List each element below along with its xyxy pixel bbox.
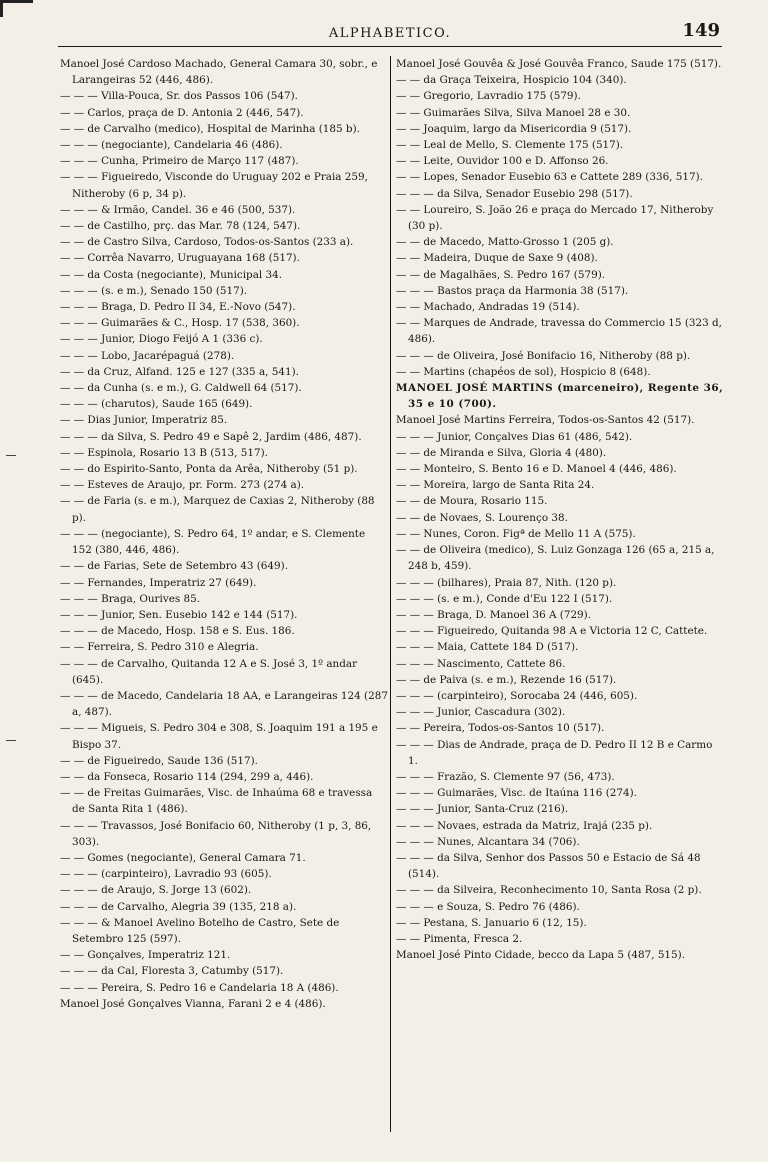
header-rule [58, 46, 722, 47]
directory-entry: Manoel José Gonçalves Vianna, Farani 2 e 4 (486). [60, 997, 326, 1010]
directory-entry: — — da Cruz, Alfand. 125 e 127 (335 a, 541). [60, 365, 299, 378]
directory-entry: — — Gonçalves, Imperatriz 121. [60, 949, 231, 962]
directory-entry: — — de Paiva (s. e m.), Rezende 16 (517). [396, 673, 617, 686]
directory-entry: — — — Junior, Cascadura (302). [396, 706, 566, 719]
directory-entry: — — — (negociante), Candelaria 46 (486). [60, 139, 283, 152]
directory-entry: — — — da Silveira, Reconhecimento 10, Santa Rosa (2 p). [396, 884, 702, 897]
directory-entry: — — Ferreira, S. Pedro 310 e Alegria. [60, 641, 259, 654]
directory-entry: — — — Frazão, S. Clemente 97 (56, 473). [396, 770, 615, 783]
directory-entry: — — — Junior, Santa-Cruz (216). [396, 803, 569, 816]
directory-entry: — — — (bilhares), Praia 87, Nith. (120 p). [396, 576, 617, 589]
directory-entry: — — do Espirito-Santo, Ponta da Arêa, Nitheroby (51 p). [60, 463, 358, 476]
directory-entry: — — Dias Junior, Imperatriz 85. [60, 414, 228, 427]
page-corner-mark [0, 0, 33, 17]
directory-entry: — — — Braga, D. Pedro II 34, E.-Novo (547). [60, 301, 296, 314]
directory-entry: — — de Oliveira (medico), S. Luiz Gonzaga 126 (65 a, 215 a, 248 b, 459). [396, 544, 715, 573]
directory-entry: — — da Graça Teixeira, Hospicio 104 (340). [396, 74, 627, 87]
directory-entry: — — — Nunes, Alcantara 34 (706). [396, 835, 580, 848]
directory-entry: — — de Moura, Rosario 115. [396, 495, 548, 508]
directory-entry: — — — Junior, Sen. Eusebio 142 e 144 (517). [60, 608, 298, 621]
directory-entry: — — — (carpinteiro), Lavradio 93 (605). [60, 868, 272, 881]
directory-entry: — — — Novaes, estrada da Matriz, Irajá (235 p). [396, 819, 653, 832]
right-column [396, 56, 724, 963]
directory-entry: — — — Braga, D. Manoel 36 A (729). [396, 608, 592, 621]
directory-entry: Manoel José Gouvêa & José Gouvêa Franco, Saude 175 (517). [396, 58, 722, 70]
directory-entry: — — — Travassos, José Bonifacio 60, Nitheroby (1 p, 3, 86, 303). [60, 819, 372, 848]
directory-entry: — — — Nascimento, Cattete 86. [396, 657, 566, 670]
directory-entry: — — — (s. e m.), Senado 150 (517). [60, 284, 248, 297]
directory-entry: — — — Pereira, S. Pedro 16 e Candelaria 18 A (486). [60, 981, 339, 994]
directory-entry: — — — de Oliveira, José Bonifacio 16, Nitheroby (88 p). [396, 349, 691, 362]
directory-entry: — — — Bastos praça da Harmonia 38 (517). [396, 284, 629, 297]
directory-entry: — — Lopes, Senador Eusebio 63 e Cattete 289 (336, 517). [396, 171, 703, 184]
directory-entry: — — — & Irmão, Candel. 36 e 46 (500, 537). [60, 203, 296, 216]
directory-entry: — — de Farias, Sete de Setembro 43 (649). [60, 560, 288, 573]
directory-entry: — — — de Araujo, S. Jorge 13 (602). [60, 884, 252, 897]
directory-entry: — — — da Cal, Floresta 3, Catumby (517). [60, 965, 284, 978]
directory-entry: — — Pestana, S. Januario 6 (12, 15). [396, 916, 587, 929]
directory-entry: — — — da Silva, Senador Eusebio 298 (517). [396, 187, 633, 200]
directory-entry: — — de Castro Silva, Cardoso, Todos-os-Santos (233 a). [60, 236, 354, 249]
directory-entry: — — — Braga, Ourives 85. [60, 592, 201, 605]
page-number: 149 [682, 20, 720, 41]
directory-entry: — — — de Carvalho, Quitanda 12 A e S. José 3, 1º andar (645). [60, 657, 358, 686]
directory-entry: — — — de Macedo, Hosp. 158 e S. Eus. 186. [60, 625, 295, 638]
directory-entry: — — Carlos, praça de D. Antonia 2 (446, 547). [60, 106, 304, 119]
directory-entry: — — da Costa (negociante), Municipal 34. [60, 268, 283, 281]
directory-entry: — — de Figueiredo, Saude 136 (517). [60, 754, 258, 767]
directory-entry: — — Pimenta, Fresca 2. [396, 932, 523, 945]
directory-entry: — — — da Silva, Senhor dos Passos 50 e Estacio de Sá 48 (514). [396, 851, 701, 881]
directory-entry: — — Monteiro, S. Bento 16 e D. Manoel 4 (446, 486). [396, 463, 677, 476]
directory-entry: — — Corrêa Navarro, Uruguayana 168 (517). [60, 252, 300, 265]
margin-mark [6, 455, 16, 456]
directory-entry: — — de Novaes, S. Lourenço 38. [396, 511, 568, 524]
directory-entry: — — de Miranda e Silva, Gloria 4 (480). [396, 446, 607, 459]
directory-entry: — — — Maia, Cattete 184 D (517). [396, 641, 579, 654]
directory-entry: — — Leite, Ouvidor 100 e D. Affonso 26. [396, 155, 609, 168]
directory-entry: — — de Magalhães, S. Pedro 167 (579). [396, 268, 606, 281]
directory-entry: — — da Cunha (s. e m.), G. Caldwell 64 (517). [60, 382, 302, 395]
directory-entry: Manoel José Pinto Cidade, becco da Lapa 5 (487, 515). [396, 949, 686, 962]
directory-entry: — — Pereira, Todos-os-Santos 10 (517). [396, 722, 605, 735]
directory-entry: — — Leal de Mello, S. Clemente 175 (517). [396, 139, 624, 152]
directory-entry: — — — & Manoel Avelino Botelho de Castro, Sete de Setembro 125 (597). [60, 916, 340, 945]
directory-entry: — — — Guimarães, Visc. de Itaúna 116 (274). [396, 787, 637, 800]
directory-entry: — — Joaquim, largo da Misericordia 9 (517). [396, 122, 632, 135]
directory-entry: — — Gomes (negociante), General Camara 71. [60, 851, 306, 864]
directory-entry: — — Martins (chapéos de sol), Hospicio 8 (648). [396, 365, 651, 378]
page-header [60, 20, 720, 44]
directory-entry: — — — de Carvalho, Alegria 39 (135, 218 a). [60, 900, 297, 913]
directory-entry: — — Marques de Andrade, travessa do Commercio 15 (323 d, 486). [396, 317, 722, 346]
directory-entry: — — — (carpinteiro), Sorocaba 24 (446, 605). [396, 689, 638, 702]
directory-entry: — — — Figueiredo, Quitanda 98 A e Victoria 12 C, Cattete. [396, 625, 708, 638]
directory-entry: — — Guimarães Silva, Silva Manoel 28 e 30. [396, 106, 631, 119]
directory-entry: — — de Macedo, Matto-Grosso 1 (205 g). [396, 236, 614, 249]
directory-entry: — — — Junior, Conçalves Dias 61 (486, 542). [396, 430, 633, 443]
directory-entry: — — Machado, Andradas 19 (514). [396, 301, 580, 314]
directory-entry: — — Madeira, Duque de Saxe 9 (408). [396, 252, 598, 265]
directory-entry: — — — Lobo, Jacarépaguá (278). [60, 349, 235, 362]
directory-entry: — — — Dias de Andrade, praça de D. Pedro II 12 B e Carmo 1. [396, 738, 713, 767]
directory-entry: — — Gregorio, Lavradio 175 (579). [396, 90, 581, 103]
running-title: ALPHABETICO. [328, 26, 452, 41]
directory-entry: — — — (charutos), Saude 165 (649). [60, 398, 253, 411]
directory-entry: MANOEL JOSÉ MARTINS (marceneiro), Regente 36, 35 e 10 (700). [396, 382, 724, 411]
directory-entry: — — de Castilho, prç. das Mar. 78 (124, 547). [60, 220, 301, 233]
directory-entry: — — Nunes, Coron. Figª de Mello 11 A (575). [396, 527, 636, 540]
directory-entry: — — da Fonseca, Rosario 114 (294, 299 a, 446). [60, 770, 314, 783]
directory-entry: — — Fernandes, Imperatriz 27 (649). [60, 576, 257, 589]
directory-entry: — — — Migueis, S. Pedro 304 e 308, S. Joaquim 191 a 195 e Bispo 37. [60, 722, 378, 751]
column-divider [390, 56, 391, 1132]
directory-entry: — — — Villa-Pouca, Sr. dos Passos 106 (547). [60, 90, 298, 103]
directory-entry: — — de Freitas Guimarães, Visc. de Inhaúma 68 e travessa de Santa Rita 1 (486). [60, 787, 373, 816]
margin-mark [6, 740, 16, 741]
directory-entry: — — — (negociante), S. Pedro 64, 1º andar, e S. Clemente 152 (380, 446, 486). [60, 527, 366, 557]
directory-entry: Manoel José Cardoso Machado, General Camara 30, sobr., e Larangeiras 52 (446, 486). [60, 58, 378, 87]
directory-entry: — — de Carvalho (medico), Hospital de Marinha (185 b). [60, 122, 360, 135]
directory-entry: — — — Guimarães & C., Hosp. 17 (538, 360). [60, 317, 300, 330]
directory-entry: — — — Junior, Diogo Feijó A 1 (336 c). [60, 333, 263, 346]
directory-entry: — — de Faria (s. e m.), Marquez de Caxias 2, Nitheroby (88 p). [60, 495, 375, 524]
directory-entry: — — Loureiro, S. João 26 e praça do Mercado 17, Nitheroby (30 p). [396, 203, 714, 233]
directory-entry: — — Esteves de Araujo, pr. Form. 273 (274 a). [60, 479, 305, 492]
directory-entry: Manoel José Martins Ferreira, Todos-os-Santos 42 (517). [396, 414, 695, 427]
directory-entry: — — — de Macedo, Candelaria 18 AA, e Larangeiras 124 (287 a, 487). [60, 689, 388, 719]
left-column [60, 56, 388, 1012]
directory-entry: — — — Figueiredo, Visconde do Uruguay 202 e Praia 259, Nitheroby (6 p, 34 p). [60, 171, 368, 200]
directory-entry: — — Espinola, Rosario 13 B (513, 517). [60, 446, 268, 459]
directory-entry: — — — Cunha, Primeiro de Março 117 (487). [60, 155, 299, 168]
directory-entry: — — — da Silva, S. Pedro 49 e Sapê 2, Jardim (486, 487). [60, 430, 362, 443]
directory-entry: — — — (s. e m.), Conde d'Eu 122 I (517). [396, 592, 613, 605]
directory-entry: — — — e Souza, S. Pedro 76 (486). [396, 900, 580, 913]
directory-entry: — — Moreira, largo de Santa Rita 24. [396, 479, 595, 492]
